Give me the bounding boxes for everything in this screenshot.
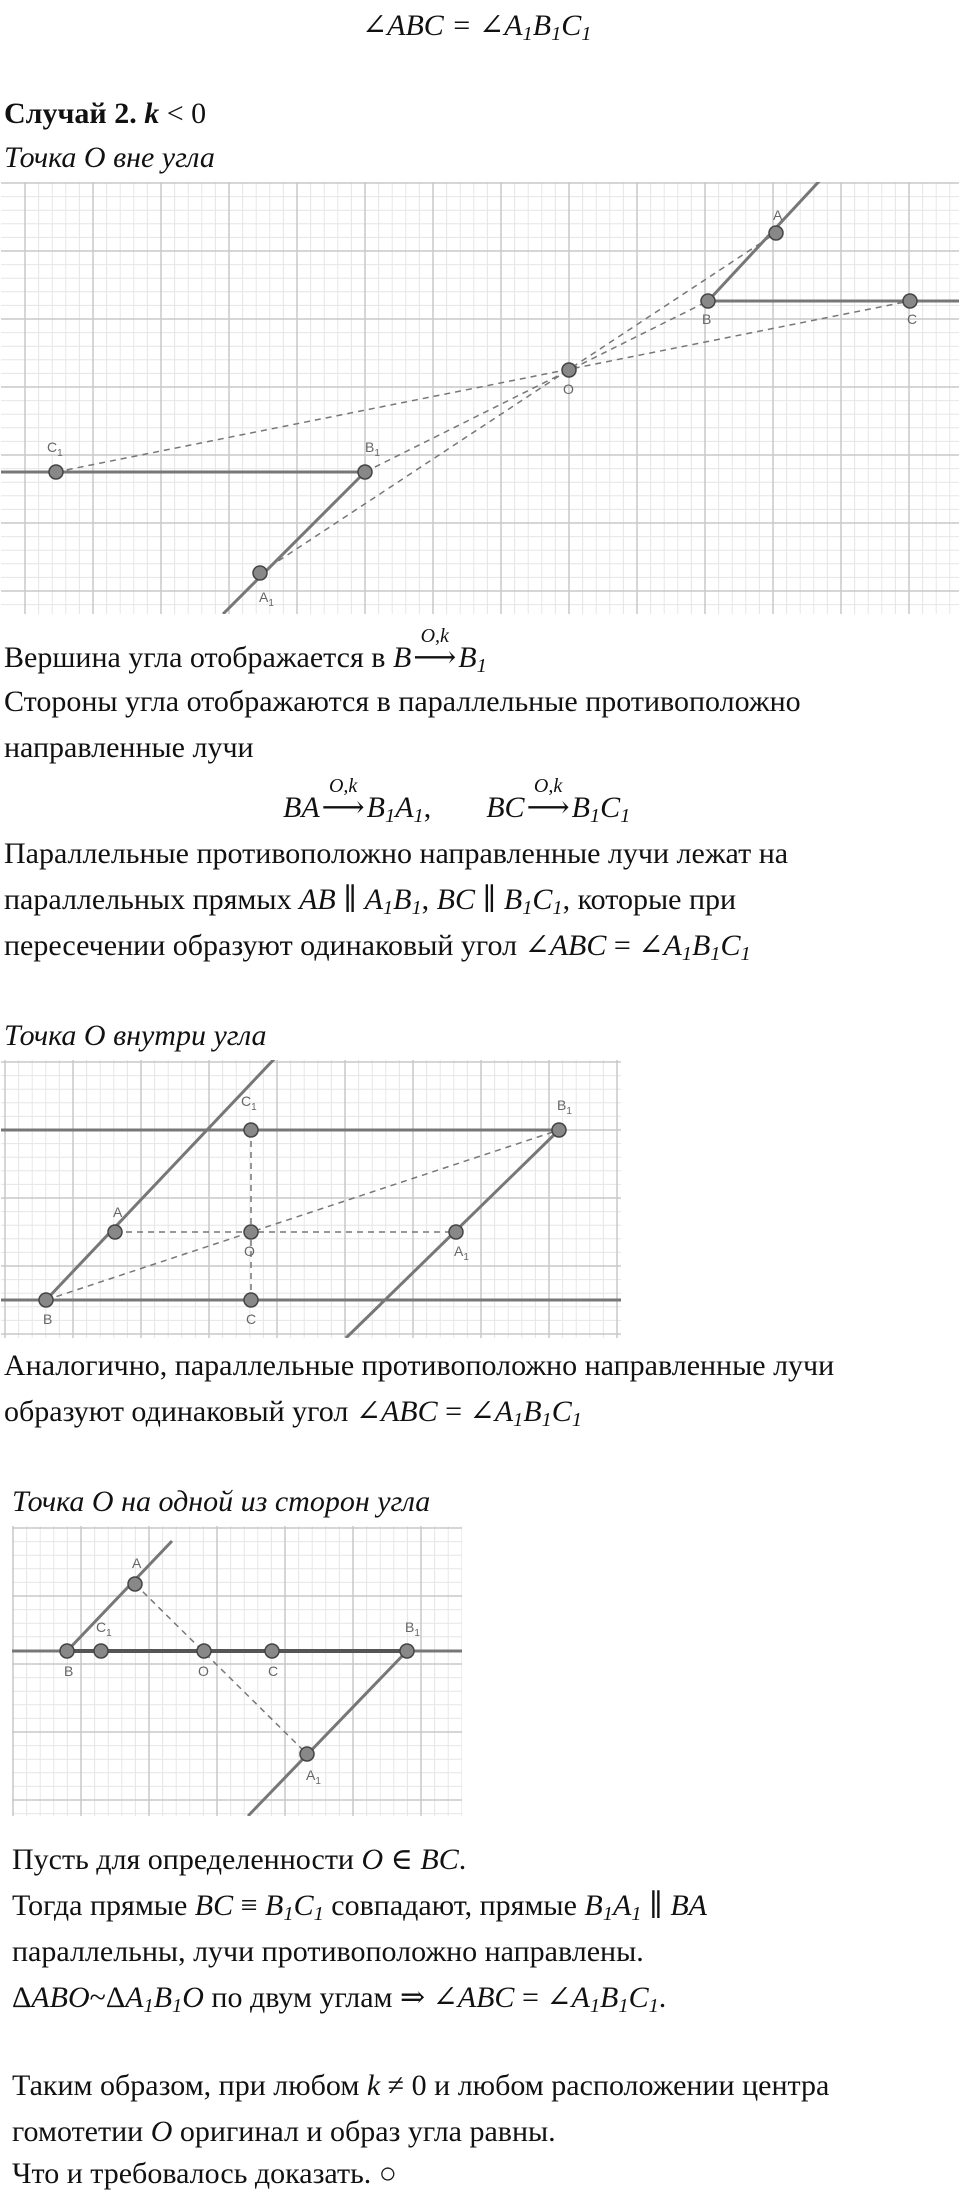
figure-o-on-side <box>12 1526 462 1816</box>
section3-line-4: $\Delta ABO\sim\Delta A_1B_1O$ по двум углам ⇒ ∠ABC = $\angle A_1B_1C_1$. <box>12 1981 667 2018</box>
point-o <box>562 363 576 377</box>
case-condition: k <box>144 97 160 130</box>
section3-line-2: Тогда прямые BC ≡ $B_1C_1$ совпадают, прямые $B_1A_1$ ∥ BA <box>12 1889 707 1926</box>
conclusion-line-2: гомотетии O оригинал и образ угла равны. <box>12 2115 556 2148</box>
grid-major <box>1 1060 621 1338</box>
case-heading: Случай 2. k < 0 <box>4 97 207 130</box>
point-c1 <box>49 465 63 479</box>
ray-ba <box>708 182 824 301</box>
point-b <box>39 1293 53 1307</box>
label-a: A <box>132 1555 142 1571</box>
vertex-line: Вершина угла отображается в B O,k $⟶B_1$ <box>4 625 487 678</box>
figure-o-outside <box>1 182 959 614</box>
point-c1 <box>94 1644 108 1658</box>
point-o <box>244 1225 258 1239</box>
point-b1 <box>400 1644 414 1658</box>
section3-line-3: параллельны, лучи противоположно направлены. <box>12 1935 644 1968</box>
label-c: C <box>246 1311 257 1327</box>
point-b <box>701 294 715 308</box>
ray-b1a1 <box>223 472 365 614</box>
point-a1 <box>253 566 267 580</box>
grid-minor <box>12 1526 462 1816</box>
sides-line-2: направленные лучи <box>4 731 254 764</box>
point-a1 <box>449 1225 463 1239</box>
dashed-line-bb1 <box>46 1130 559 1300</box>
label-b: B <box>64 1663 74 1679</box>
label-b1: $B_1$ <box>557 1097 572 1117</box>
parallel-line-3: пересечении образуют одинаковый угол ∠ABC = $\angle A_1B_1C_1$ <box>4 929 751 966</box>
label-c1: $C_1$ <box>96 1619 112 1639</box>
section2-title: Точка O внутри угла <box>4 1019 267 1052</box>
point-c <box>903 294 917 308</box>
point-c1 <box>244 1123 258 1137</box>
section2-line-2: образуют одинаковый угол ∠ABC = $\angle A_1B_1C_1$ <box>4 1395 582 1432</box>
conclusion-line-3: Что и требовалось доказать. ○ <box>12 2157 397 2190</box>
figure-o-inside <box>1 1060 621 1338</box>
conclusion-line-1: Таким образом, при любом k ≠ 0 и любом расположении центра <box>12 2069 830 2102</box>
parallel-line-2: параллельных прямых AB ∥ $A_1B_1$, BC ∥ $B_1C_1$, которые при <box>4 883 737 920</box>
point-b1 <box>358 465 372 479</box>
mapping-formula: BA O,k $⟶B_1A_1$, BC O,k $⟶B_1C_1$ <box>283 775 631 828</box>
label-c: C <box>907 311 918 327</box>
label-c1: $C_1$ <box>47 439 63 459</box>
parallel-line-1: Параллельные противоположно направленные лучи лежат на <box>4 837 789 870</box>
label-a1: $A_1$ <box>454 1243 469 1263</box>
case-label: Случай 2. <box>4 97 137 130</box>
label-a: A <box>773 207 783 223</box>
section3-line-1: Пусть для определенности O ∈ BC. <box>12 1843 467 1876</box>
point-a <box>128 1577 142 1591</box>
section3-title: Точка O на одной из сторон угла <box>12 1485 431 1518</box>
grid-minor <box>1 1060 621 1338</box>
point-b <box>60 1644 74 1658</box>
label-o: O <box>563 381 574 397</box>
top-formula: ∠ABC = $\angle A_1B_1C_1$ <box>362 9 592 46</box>
label-b: B <box>702 311 712 327</box>
label-c1: $C_1$ <box>241 1093 257 1113</box>
grid-major <box>1 182 959 614</box>
label-c: C <box>268 1663 279 1679</box>
point-c <box>244 1293 258 1307</box>
point-c <box>265 1644 279 1658</box>
point-a <box>108 1225 122 1239</box>
label-a: A <box>113 1204 123 1220</box>
label-a1: $A_1$ <box>259 589 274 609</box>
label-b: B <box>43 1311 53 1327</box>
point-b1 <box>552 1123 566 1137</box>
point-a <box>769 226 783 240</box>
label-o: O <box>244 1243 255 1259</box>
section2-line-1: Аналогично, параллельные противоположно направленные лучи <box>4 1349 835 1382</box>
sides-line-1: Стороны угла отображаются в параллельные противоположно <box>4 685 801 718</box>
label-o: O <box>198 1663 209 1679</box>
label-b1: $B_1$ <box>405 1619 420 1639</box>
point-a1 <box>300 1747 314 1761</box>
section1-title: Точка O вне угла <box>4 141 215 174</box>
label-a1: $A_1$ <box>306 1767 321 1787</box>
label-b1: $B_1$ <box>365 439 380 459</box>
grid-minor <box>1 182 959 614</box>
point-o <box>197 1644 211 1658</box>
